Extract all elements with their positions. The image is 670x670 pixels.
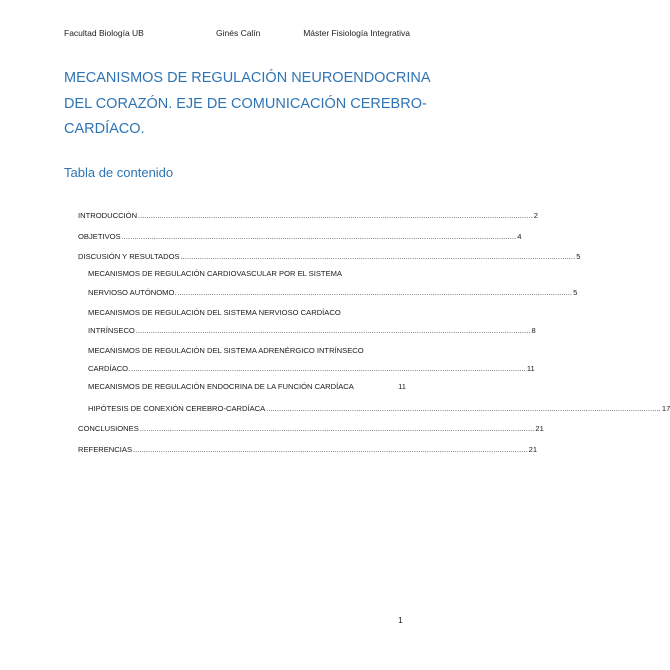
toc-entry-page: 5 <box>576 252 581 261</box>
toc-entry-text: DISCUSIÓN Y RESULTADOS <box>78 252 180 261</box>
header-faculty: Facultad Biología UB <box>64 28 144 38</box>
toc-entry-text: REFERENCIAS <box>78 445 133 454</box>
page-number: 1 <box>398 615 403 625</box>
toc-entry-page: 21 <box>535 424 544 433</box>
toc-entry-page: 5 <box>573 288 578 297</box>
toc-entry-discusion[interactable] <box>78 251 581 262</box>
toc-entry-text: INTRODUCCIÓN <box>78 211 138 220</box>
title-line-2: DEL CORAZÓN. EJE DE COMUNICACIÓN CEREBRO- <box>64 95 427 112</box>
toc-entry-cardiovascular[interactable] <box>88 287 578 298</box>
toc-heading: Tabla de contenido <box>64 165 174 180</box>
dot-leader: ........................................................................................................................................................................................ <box>266 406 661 413</box>
toc-entry-text: CONCLUSIONES <box>78 424 139 433</box>
toc-entry-page: 8 <box>531 326 536 335</box>
dot-leader: ........................................................................................................................................................................................ <box>131 366 526 373</box>
toc-entry-adrenergico[interactable] <box>88 363 535 374</box>
toc-entry-page: 11 <box>398 382 406 391</box>
toc-entry-text: OBJETIVOS <box>78 232 121 241</box>
toc-entry-page: 11 <box>526 364 535 373</box>
toc-entry-conclusiones[interactable] <box>78 423 544 434</box>
toc-entry-page: 4 <box>517 232 522 241</box>
toc-entry-introduccion[interactable] <box>78 210 538 221</box>
toc-entry-page: 2 <box>533 211 538 220</box>
title-line-1: MECANISMOS DE REGULACIÓN NEUROENDOCRINA <box>64 70 431 86</box>
toc-entry-text: INTRÍNSECO <box>88 326 135 335</box>
dot-leader: ........................................................................................................................................................................................ <box>138 213 533 220</box>
toc-entry-objetivos[interactable] <box>78 231 522 242</box>
title-line-3: CARDÍACO. <box>64 121 145 137</box>
header-author: Ginés Calín <box>216 28 261 38</box>
toc-entry-text: MECANISMOS DE REGULACIÓN ENDOCRINA DE LA FUNCIÓN CARDÍACA <box>88 382 354 391</box>
toc-entry-endocrina[interactable] <box>88 381 406 392</box>
toc-entry-text: NERVIOSO AUTÓNOMO. <box>88 288 177 297</box>
dot-leader: ........................................................................................................................................................................................ <box>139 426 535 433</box>
toc-entry-adrenergico-line1[interactable]: MECANISMOS DE REGULACIÓN DEL SISTEMA ADRENÉRGICO INTRÍNSECO <box>88 346 364 355</box>
toc-entry-intrinseco-line1[interactable]: MECANISMOS DE REGULACIÓN DEL SISTEMA NERVIOSO CARDÍACO <box>88 308 341 317</box>
toc-entry-referencias[interactable] <box>78 444 538 455</box>
dot-leader: ........................................................................................................................................................................................ <box>121 234 517 241</box>
dot-leader: ........................................................................................................................................................................................ <box>133 447 528 454</box>
toc-entry-page: 21 <box>528 445 538 454</box>
dot-leader: ........................................................................................................................................................................................ <box>177 290 573 297</box>
toc-entry-hipotesis[interactable] <box>88 403 670 414</box>
toc-entry-text: CARDÍACO. <box>88 364 131 373</box>
header-program: Máster Fisiología Integrativa <box>303 28 410 38</box>
toc-entry-page: 17 <box>661 404 670 413</box>
dot-leader: ........................................................................................................................................................................................ <box>135 328 531 335</box>
toc-entry-text: HIPÓTESIS DE CONEXIÓN CEREBRO-CARDÍACA <box>88 404 266 413</box>
toc-entry-cardiovascular-line1[interactable]: MECANISMOS DE REGULACIÓN CARDIOVASCULAR POR EL SISTEMA <box>88 269 343 278</box>
dot-leader: ........................................................................................................................................................................................ <box>180 254 576 261</box>
toc-entry-intrinseco[interactable] <box>88 325 536 336</box>
